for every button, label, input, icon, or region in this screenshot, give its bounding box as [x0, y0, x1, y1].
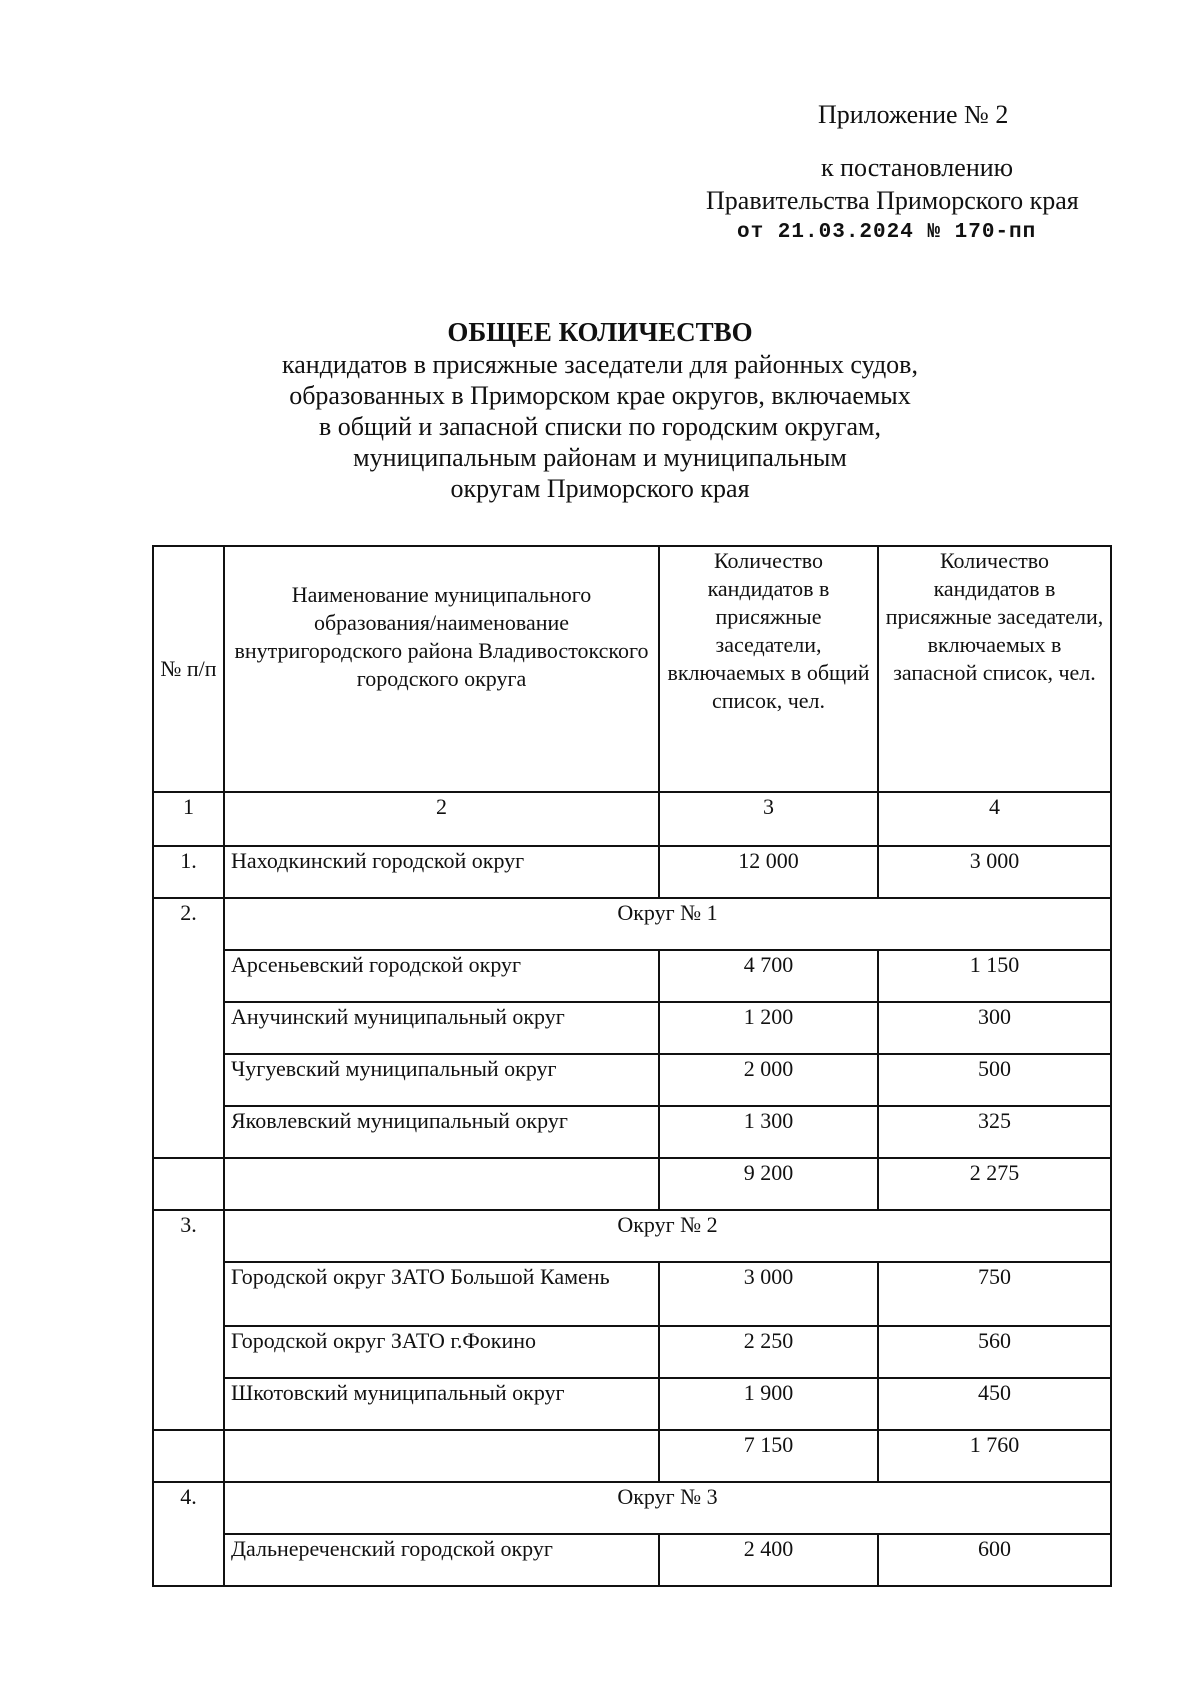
- municipality-name: Чугуевский муниципальный округ: [224, 1054, 659, 1106]
- total-reserve: 2 275: [878, 1158, 1111, 1210]
- row-index: 2.: [153, 898, 224, 1158]
- general-count: 2 400: [659, 1534, 878, 1586]
- document-title: [0, 315, 1200, 504]
- table-row: [153, 1106, 1111, 1158]
- column-number: 2: [224, 792, 659, 846]
- candidates-table: [152, 545, 1112, 1587]
- total-reserve: 1 760: [878, 1430, 1111, 1482]
- general-count: 1 900: [659, 1378, 878, 1430]
- header-general-list: Количество кандидатов в присяжные заседатели, включаемых в общий список, чел.: [659, 546, 878, 792]
- general-count: 2 250: [659, 1326, 878, 1378]
- appendix-line-1: к постановлению: [821, 153, 1014, 182]
- total-general: 9 200: [659, 1158, 878, 1210]
- reserve-count: 450: [878, 1378, 1111, 1430]
- reserve-count: 325: [878, 1106, 1111, 1158]
- general-count: 1 300: [659, 1106, 878, 1158]
- row-index: 1.: [153, 846, 224, 898]
- okrug-header-row: [153, 1482, 1111, 1534]
- reserve-count: 600: [878, 1534, 1111, 1586]
- table-row: [153, 1002, 1111, 1054]
- table-row: [153, 1326, 1111, 1378]
- municipality-name: Находкинский городской округ: [224, 846, 659, 898]
- municipality-name: Городской округ ЗАТО Большой Камень: [224, 1262, 659, 1326]
- row-index: 3.: [153, 1210, 224, 1430]
- subtitle-line: округам Приморского края: [450, 474, 750, 503]
- reserve-count: 560: [878, 1326, 1111, 1378]
- row-index: 4.: [153, 1482, 224, 1586]
- table-row: [153, 1054, 1111, 1106]
- total-row: [153, 1158, 1111, 1210]
- okrug-title: Округ № 1: [224, 898, 1111, 950]
- table-row: [153, 1534, 1111, 1586]
- table-row: [153, 1378, 1111, 1430]
- empty-cell: [153, 1430, 224, 1482]
- reserve-count: 1 150: [878, 950, 1111, 1002]
- subtitle-line: образованных в Приморском крае округов, включаемых: [289, 381, 911, 410]
- column-number: 1: [153, 792, 224, 846]
- table-row: [153, 950, 1111, 1002]
- table-header-row: [153, 546, 1111, 792]
- municipality-name: Шкотовский муниципальный округ: [224, 1378, 659, 1430]
- header-reserve-list: Количество кандидатов в присяжные заседатели, включаемых в запасной список, чел.: [878, 546, 1111, 792]
- empty-cell: [153, 1158, 224, 1210]
- appendix-title: Приложение № 2: [818, 100, 1009, 129]
- okrug-title: Округ № 3: [224, 1482, 1111, 1534]
- general-count: 2 000: [659, 1054, 878, 1106]
- municipality-name: Анучинский муниципальный округ: [224, 1002, 659, 1054]
- empty-cell: [224, 1158, 659, 1210]
- reserve-count: 300: [878, 1002, 1111, 1054]
- empty-cell: [224, 1430, 659, 1482]
- table-row: [153, 1262, 1111, 1326]
- reserve-count: 500: [878, 1054, 1111, 1106]
- reserve-count: 750: [878, 1262, 1111, 1326]
- reserve-count: 3 000: [878, 846, 1111, 898]
- subtitle-line: кандидатов в присяжные заседатели для районных судов,: [282, 350, 918, 379]
- column-number: 4: [878, 792, 1111, 846]
- municipality-name: Городской округ ЗАТО г.Фокино: [224, 1326, 659, 1378]
- municipality-name: Арсеньевский городской округ: [224, 950, 659, 1002]
- appendix-date-number: от 21.03.2024 № 170-пп: [737, 221, 1037, 244]
- header-number: № п/п: [153, 546, 224, 792]
- municipality-name: Дальнереченский городской округ: [224, 1534, 659, 1586]
- okrug-title: Округ № 2: [224, 1210, 1111, 1262]
- column-numbers-row: [153, 792, 1111, 846]
- municipality-name: Яковлевский муниципальный округ: [224, 1106, 659, 1158]
- general-count: 12 000: [659, 846, 878, 898]
- subtitle-line: в общий и запасной списки по городским округам,: [319, 412, 881, 441]
- header-name: Наименование муниципального образования/наименование внутригородского района Владивостокского городского округа: [224, 546, 659, 792]
- document-subtitle: [0, 349, 1200, 504]
- subtitle-line: муниципальным районам и муниципальным: [353, 443, 847, 472]
- document-heading: ОБЩЕЕ КОЛИЧЕСТВО: [447, 317, 753, 347]
- general-count: 1 200: [659, 1002, 878, 1054]
- general-count: 4 700: [659, 950, 878, 1002]
- total-row: [153, 1430, 1111, 1482]
- general-count: 3 000: [659, 1262, 878, 1326]
- appendix-line-2: Правительства Приморского края: [706, 186, 1079, 215]
- table-row: [153, 846, 1111, 898]
- total-general: 7 150: [659, 1430, 878, 1482]
- okrug-header-row: [153, 898, 1111, 950]
- column-number: 3: [659, 792, 878, 846]
- okrug-header-row: [153, 1210, 1111, 1262]
